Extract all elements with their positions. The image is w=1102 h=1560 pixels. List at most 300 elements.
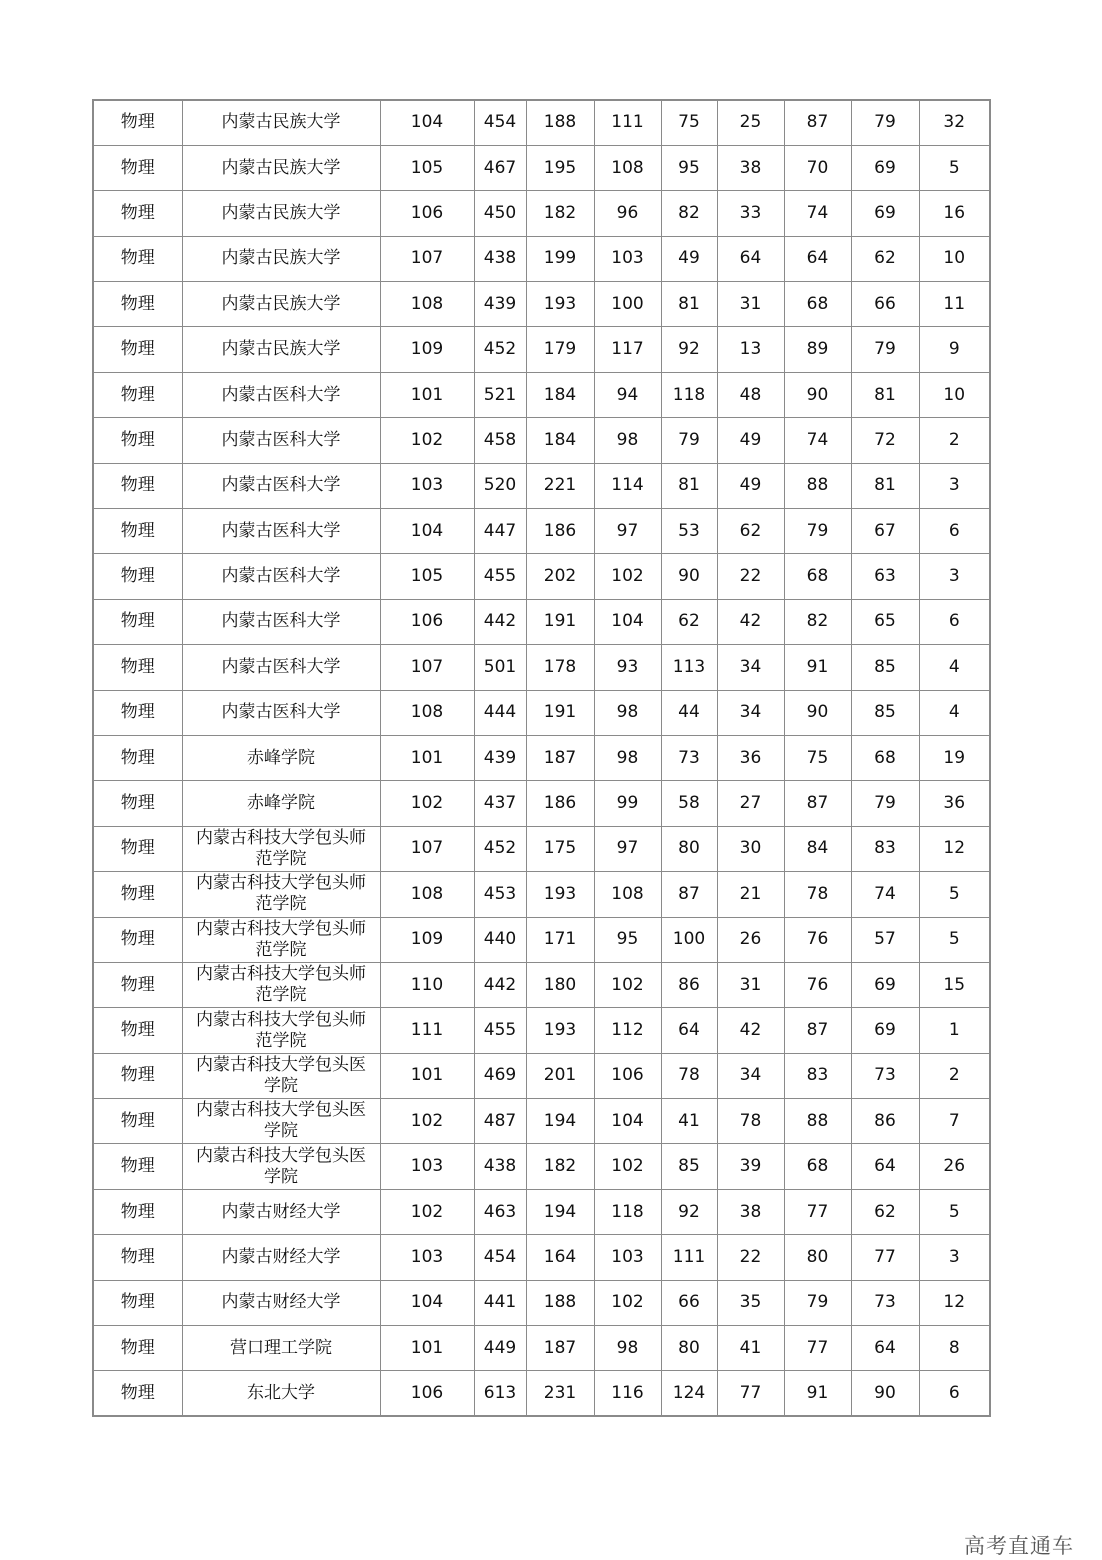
table-row xyxy=(93,735,990,780)
cell-score-e: 73 xyxy=(851,1280,919,1325)
cell-total: 452 xyxy=(474,826,526,871)
cell-school: 内蒙古科技大学包头师范学院 xyxy=(182,826,380,871)
cell-major-group: 106 xyxy=(380,599,474,644)
table-row xyxy=(93,599,990,644)
cell-score-a: 104 xyxy=(594,599,661,644)
cell-score-c: 38 xyxy=(717,1189,784,1234)
table-body xyxy=(93,100,990,1416)
table-row xyxy=(93,191,990,236)
admission-score-table xyxy=(92,99,991,1417)
cell-subject: 物理 xyxy=(93,236,182,281)
cell-school: 内蒙古医科大学 xyxy=(182,418,380,463)
cell-score-c: 30 xyxy=(717,826,784,871)
cell-total: 469 xyxy=(474,1053,526,1098)
cell-rank: 6 xyxy=(919,509,990,554)
cell-rank: 4 xyxy=(919,645,990,690)
cell-major-group: 107 xyxy=(380,826,474,871)
cell-score-b: 62 xyxy=(661,599,717,644)
cell-score-b: 80 xyxy=(661,1326,717,1371)
table-row xyxy=(93,236,990,281)
cell-chinese-math: 188 xyxy=(526,1280,594,1325)
cell-score-b: 73 xyxy=(661,735,717,780)
table-row xyxy=(93,1235,990,1280)
cell-major-group: 108 xyxy=(380,282,474,327)
cell-major-group: 102 xyxy=(380,1189,474,1234)
cell-score-b: 75 xyxy=(661,100,717,145)
cell-school: 内蒙古医科大学 xyxy=(182,690,380,735)
cell-score-b: 66 xyxy=(661,1280,717,1325)
cell-school: 赤峰学院 xyxy=(182,735,380,780)
cell-major-group: 101 xyxy=(380,1053,474,1098)
cell-school: 内蒙古医科大学 xyxy=(182,372,380,417)
cell-score-c: 78 xyxy=(717,1099,784,1144)
cell-chinese-math: 193 xyxy=(526,282,594,327)
cell-score-c: 49 xyxy=(717,418,784,463)
cell-score-d: 76 xyxy=(784,962,851,1007)
cell-chinese-math: 187 xyxy=(526,1326,594,1371)
cell-subject: 物理 xyxy=(93,645,182,690)
cell-major-group: 101 xyxy=(380,372,474,417)
cell-score-a: 97 xyxy=(594,826,661,871)
cell-score-e: 85 xyxy=(851,645,919,690)
cell-score-e: 79 xyxy=(851,327,919,372)
cell-rank: 36 xyxy=(919,781,990,826)
cell-major-group: 106 xyxy=(380,191,474,236)
cell-major-group: 109 xyxy=(380,917,474,962)
cell-major-group: 111 xyxy=(380,1008,474,1053)
cell-score-a: 98 xyxy=(594,735,661,780)
cell-rank: 3 xyxy=(919,554,990,599)
cell-rank: 11 xyxy=(919,282,990,327)
cell-score-b: 124 xyxy=(661,1371,717,1416)
cell-score-d: 83 xyxy=(784,1053,851,1098)
cell-school: 内蒙古科技大学包头师范学院 xyxy=(182,917,380,962)
cell-rank: 5 xyxy=(919,917,990,962)
cell-major-group: 103 xyxy=(380,1235,474,1280)
cell-score-e: 86 xyxy=(851,1099,919,1144)
cell-score-b: 41 xyxy=(661,1099,717,1144)
cell-total: 439 xyxy=(474,282,526,327)
cell-subject: 物理 xyxy=(93,327,182,372)
cell-subject: 物理 xyxy=(93,1189,182,1234)
cell-rank: 2 xyxy=(919,1053,990,1098)
cell-score-c: 42 xyxy=(717,599,784,644)
cell-subject: 物理 xyxy=(93,1371,182,1416)
table-row xyxy=(93,282,990,327)
cell-total: 487 xyxy=(474,1099,526,1144)
cell-major-group: 104 xyxy=(380,1280,474,1325)
cell-score-d: 78 xyxy=(784,872,851,917)
cell-score-d: 76 xyxy=(784,917,851,962)
cell-score-c: 22 xyxy=(717,554,784,599)
cell-rank: 12 xyxy=(919,1280,990,1325)
cell-subject: 物理 xyxy=(93,917,182,962)
cell-chinese-math: 184 xyxy=(526,372,594,417)
cell-score-e: 69 xyxy=(851,191,919,236)
cell-score-e: 69 xyxy=(851,962,919,1007)
table-row xyxy=(93,690,990,735)
cell-score-b: 79 xyxy=(661,418,717,463)
cell-score-a: 102 xyxy=(594,962,661,1007)
cell-score-d: 87 xyxy=(784,100,851,145)
cell-major-group: 107 xyxy=(380,645,474,690)
cell-score-c: 34 xyxy=(717,690,784,735)
cell-chinese-math: 186 xyxy=(526,781,594,826)
cell-score-a: 104 xyxy=(594,1099,661,1144)
table-row xyxy=(93,100,990,145)
cell-score-a: 96 xyxy=(594,191,661,236)
cell-chinese-math: 193 xyxy=(526,1008,594,1053)
cell-total: 452 xyxy=(474,327,526,372)
cell-school: 内蒙古医科大学 xyxy=(182,599,380,644)
cell-score-d: 68 xyxy=(784,282,851,327)
cell-score-c: 13 xyxy=(717,327,784,372)
table-row xyxy=(93,1371,990,1416)
cell-score-e: 73 xyxy=(851,1053,919,1098)
cell-rank: 9 xyxy=(919,327,990,372)
cell-score-b: 85 xyxy=(661,1144,717,1189)
cell-score-d: 74 xyxy=(784,191,851,236)
cell-major-group: 103 xyxy=(380,463,474,508)
cell-total: 520 xyxy=(474,463,526,508)
cell-score-e: 69 xyxy=(851,1008,919,1053)
cell-major-group: 104 xyxy=(380,100,474,145)
cell-subject: 物理 xyxy=(93,372,182,417)
cell-subject: 物理 xyxy=(93,509,182,554)
table-row xyxy=(93,781,990,826)
cell-rank: 2 xyxy=(919,418,990,463)
cell-score-c: 21 xyxy=(717,872,784,917)
cell-score-d: 91 xyxy=(784,1371,851,1416)
cell-score-e: 62 xyxy=(851,1189,919,1234)
cell-score-d: 77 xyxy=(784,1326,851,1371)
cell-score-a: 117 xyxy=(594,327,661,372)
cell-score-a: 99 xyxy=(594,781,661,826)
cell-subject: 物理 xyxy=(93,735,182,780)
cell-score-a: 116 xyxy=(594,1371,661,1416)
cell-rank: 4 xyxy=(919,690,990,735)
cell-subject: 物理 xyxy=(93,781,182,826)
cell-school: 内蒙古科技大学包头医学院 xyxy=(182,1053,380,1098)
cell-rank: 5 xyxy=(919,145,990,190)
cell-subject: 物理 xyxy=(93,1008,182,1053)
cell-school: 内蒙古医科大学 xyxy=(182,645,380,690)
table-row xyxy=(93,826,990,871)
cell-score-d: 89 xyxy=(784,327,851,372)
cell-rank: 6 xyxy=(919,1371,990,1416)
cell-school: 内蒙古科技大学包头师范学院 xyxy=(182,1008,380,1053)
cell-score-b: 81 xyxy=(661,463,717,508)
cell-chinese-math: 171 xyxy=(526,917,594,962)
cell-major-group: 102 xyxy=(380,1099,474,1144)
cell-score-a: 97 xyxy=(594,509,661,554)
cell-score-b: 92 xyxy=(661,1189,717,1234)
cell-chinese-math: 199 xyxy=(526,236,594,281)
cell-major-group: 101 xyxy=(380,1326,474,1371)
cell-school: 内蒙古财经大学 xyxy=(182,1189,380,1234)
cell-score-a: 98 xyxy=(594,1326,661,1371)
cell-subject: 物理 xyxy=(93,418,182,463)
cell-score-c: 77 xyxy=(717,1371,784,1416)
cell-school: 内蒙古科技大学包头医学院 xyxy=(182,1144,380,1189)
cell-rank: 3 xyxy=(919,1235,990,1280)
cell-chinese-math: 178 xyxy=(526,645,594,690)
cell-score-c: 34 xyxy=(717,1053,784,1098)
cell-total: 458 xyxy=(474,418,526,463)
cell-major-group: 105 xyxy=(380,145,474,190)
cell-subject: 物理 xyxy=(93,100,182,145)
cell-score-c: 36 xyxy=(717,735,784,780)
cell-score-b: 80 xyxy=(661,826,717,871)
table-row xyxy=(93,1008,990,1053)
table-row xyxy=(93,1189,990,1234)
table-row xyxy=(93,872,990,917)
cell-chinese-math: 231 xyxy=(526,1371,594,1416)
cell-chinese-math: 194 xyxy=(526,1189,594,1234)
cell-score-b: 44 xyxy=(661,690,717,735)
cell-score-d: 84 xyxy=(784,826,851,871)
cell-total: 455 xyxy=(474,554,526,599)
cell-major-group: 109 xyxy=(380,327,474,372)
cell-chinese-math: 193 xyxy=(526,872,594,917)
cell-score-d: 87 xyxy=(784,1008,851,1053)
cell-total: 437 xyxy=(474,781,526,826)
cell-major-group: 104 xyxy=(380,509,474,554)
cell-chinese-math: 184 xyxy=(526,418,594,463)
cell-score-b: 95 xyxy=(661,145,717,190)
cell-subject: 物理 xyxy=(93,145,182,190)
cell-major-group: 102 xyxy=(380,781,474,826)
cell-score-c: 25 xyxy=(717,100,784,145)
table-row xyxy=(93,1326,990,1371)
cell-score-d: 70 xyxy=(784,145,851,190)
cell-school: 赤峰学院 xyxy=(182,781,380,826)
cell-major-group: 108 xyxy=(380,690,474,735)
cell-score-b: 58 xyxy=(661,781,717,826)
table-row xyxy=(93,1280,990,1325)
cell-total: 444 xyxy=(474,690,526,735)
cell-chinese-math: 182 xyxy=(526,191,594,236)
cell-score-e: 90 xyxy=(851,1371,919,1416)
cell-score-d: 88 xyxy=(784,1099,851,1144)
cell-subject: 物理 xyxy=(93,690,182,735)
cell-score-b: 49 xyxy=(661,236,717,281)
cell-score-d: 87 xyxy=(784,781,851,826)
cell-school: 内蒙古民族大学 xyxy=(182,145,380,190)
cell-rank: 16 xyxy=(919,191,990,236)
cell-major-group: 106 xyxy=(380,1371,474,1416)
cell-major-group: 103 xyxy=(380,1144,474,1189)
cell-score-c: 27 xyxy=(717,781,784,826)
cell-score-a: 102 xyxy=(594,1144,661,1189)
cell-subject: 物理 xyxy=(93,1099,182,1144)
cell-rank: 7 xyxy=(919,1099,990,1144)
cell-score-d: 79 xyxy=(784,509,851,554)
cell-major-group: 105 xyxy=(380,554,474,599)
cell-score-d: 90 xyxy=(784,690,851,735)
table-row xyxy=(93,645,990,690)
table-row xyxy=(93,145,990,190)
cell-score-c: 42 xyxy=(717,1008,784,1053)
cell-total: 613 xyxy=(474,1371,526,1416)
cell-chinese-math: 175 xyxy=(526,826,594,871)
cell-school: 内蒙古财经大学 xyxy=(182,1280,380,1325)
cell-score-b: 78 xyxy=(661,1053,717,1098)
table-row xyxy=(93,554,990,599)
cell-score-c: 38 xyxy=(717,145,784,190)
table-row xyxy=(93,1144,990,1189)
cell-total: 453 xyxy=(474,872,526,917)
cell-rank: 8 xyxy=(919,1326,990,1371)
cell-total: 501 xyxy=(474,645,526,690)
cell-score-e: 77 xyxy=(851,1235,919,1280)
cell-score-a: 100 xyxy=(594,282,661,327)
cell-major-group: 107 xyxy=(380,236,474,281)
table-row xyxy=(93,327,990,372)
cell-subject: 物理 xyxy=(93,599,182,644)
cell-score-e: 66 xyxy=(851,282,919,327)
cell-score-a: 108 xyxy=(594,145,661,190)
cell-score-e: 62 xyxy=(851,236,919,281)
cell-subject: 物理 xyxy=(93,191,182,236)
cell-subject: 物理 xyxy=(93,1235,182,1280)
cell-score-a: 95 xyxy=(594,917,661,962)
cell-school: 内蒙古民族大学 xyxy=(182,100,380,145)
cell-score-e: 67 xyxy=(851,509,919,554)
cell-total: 521 xyxy=(474,372,526,417)
cell-score-e: 81 xyxy=(851,372,919,417)
cell-score-d: 68 xyxy=(784,1144,851,1189)
cell-chinese-math: 191 xyxy=(526,599,594,644)
table-row xyxy=(93,372,990,417)
cell-rank: 3 xyxy=(919,463,990,508)
cell-total: 442 xyxy=(474,599,526,644)
cell-score-a: 94 xyxy=(594,372,661,417)
cell-score-b: 111 xyxy=(661,1235,717,1280)
cell-school: 内蒙古医科大学 xyxy=(182,554,380,599)
cell-school: 内蒙古科技大学包头师范学院 xyxy=(182,872,380,917)
cell-score-e: 68 xyxy=(851,735,919,780)
cell-subject: 物理 xyxy=(93,282,182,327)
cell-score-d: 74 xyxy=(784,418,851,463)
table-row xyxy=(93,1099,990,1144)
cell-score-c: 34 xyxy=(717,645,784,690)
cell-subject: 物理 xyxy=(93,872,182,917)
cell-school: 内蒙古财经大学 xyxy=(182,1235,380,1280)
cell-rank: 32 xyxy=(919,100,990,145)
cell-chinese-math: 191 xyxy=(526,690,594,735)
cell-total: 447 xyxy=(474,509,526,554)
cell-chinese-math: 180 xyxy=(526,962,594,1007)
cell-score-b: 86 xyxy=(661,962,717,1007)
cell-score-e: 81 xyxy=(851,463,919,508)
cell-score-d: 79 xyxy=(784,1280,851,1325)
cell-school: 内蒙古医科大学 xyxy=(182,463,380,508)
cell-score-d: 68 xyxy=(784,554,851,599)
cell-score-e: 57 xyxy=(851,917,919,962)
cell-subject: 物理 xyxy=(93,1144,182,1189)
cell-total: 449 xyxy=(474,1326,526,1371)
cell-score-b: 81 xyxy=(661,282,717,327)
cell-score-d: 75 xyxy=(784,735,851,780)
cell-score-a: 112 xyxy=(594,1008,661,1053)
cell-score-e: 85 xyxy=(851,690,919,735)
cell-score-e: 65 xyxy=(851,599,919,644)
cell-score-c: 41 xyxy=(717,1326,784,1371)
cell-score-d: 91 xyxy=(784,645,851,690)
cell-subject: 物理 xyxy=(93,463,182,508)
cell-total: 454 xyxy=(474,100,526,145)
cell-score-e: 72 xyxy=(851,418,919,463)
cell-rank: 10 xyxy=(919,236,990,281)
cell-score-a: 106 xyxy=(594,1053,661,1098)
cell-score-c: 39 xyxy=(717,1144,784,1189)
cell-score-e: 64 xyxy=(851,1144,919,1189)
cell-total: 438 xyxy=(474,236,526,281)
cell-total: 438 xyxy=(474,1144,526,1189)
cell-rank: 15 xyxy=(919,962,990,1007)
cell-score-c: 49 xyxy=(717,463,784,508)
cell-major-group: 102 xyxy=(380,418,474,463)
cell-score-d: 88 xyxy=(784,463,851,508)
cell-school: 内蒙古民族大学 xyxy=(182,282,380,327)
cell-score-c: 22 xyxy=(717,1235,784,1280)
cell-score-d: 80 xyxy=(784,1235,851,1280)
cell-school: 东北大学 xyxy=(182,1371,380,1416)
cell-score-b: 113 xyxy=(661,645,717,690)
cell-school: 内蒙古民族大学 xyxy=(182,191,380,236)
cell-score-d: 77 xyxy=(784,1189,851,1234)
cell-score-d: 82 xyxy=(784,599,851,644)
cell-score-b: 87 xyxy=(661,872,717,917)
table-row xyxy=(93,509,990,554)
cell-score-e: 63 xyxy=(851,554,919,599)
cell-score-c: 64 xyxy=(717,236,784,281)
cell-subject: 物理 xyxy=(93,554,182,599)
cell-score-a: 93 xyxy=(594,645,661,690)
table-row xyxy=(93,962,990,1007)
cell-score-a: 103 xyxy=(594,1235,661,1280)
cell-major-group: 101 xyxy=(380,735,474,780)
cell-rank: 1 xyxy=(919,1008,990,1053)
cell-total: 450 xyxy=(474,191,526,236)
cell-score-a: 118 xyxy=(594,1189,661,1234)
cell-score-a: 108 xyxy=(594,872,661,917)
cell-score-e: 74 xyxy=(851,872,919,917)
cell-score-c: 62 xyxy=(717,509,784,554)
cell-rank: 5 xyxy=(919,872,990,917)
cell-total: 439 xyxy=(474,735,526,780)
cell-score-d: 90 xyxy=(784,372,851,417)
cell-score-b: 64 xyxy=(661,1008,717,1053)
cell-chinese-math: 202 xyxy=(526,554,594,599)
cell-chinese-math: 187 xyxy=(526,735,594,780)
cell-score-c: 26 xyxy=(717,917,784,962)
cell-score-c: 31 xyxy=(717,962,784,1007)
cell-chinese-math: 221 xyxy=(526,463,594,508)
cell-score-b: 82 xyxy=(661,191,717,236)
cell-score-e: 83 xyxy=(851,826,919,871)
cell-subject: 物理 xyxy=(93,1326,182,1371)
cell-rank: 10 xyxy=(919,372,990,417)
cell-school: 营口理工学院 xyxy=(182,1326,380,1371)
cell-chinese-math: 195 xyxy=(526,145,594,190)
cell-chinese-math: 186 xyxy=(526,509,594,554)
cell-score-a: 98 xyxy=(594,418,661,463)
cell-score-c: 33 xyxy=(717,191,784,236)
cell-subject: 物理 xyxy=(93,1280,182,1325)
table-row xyxy=(93,418,990,463)
